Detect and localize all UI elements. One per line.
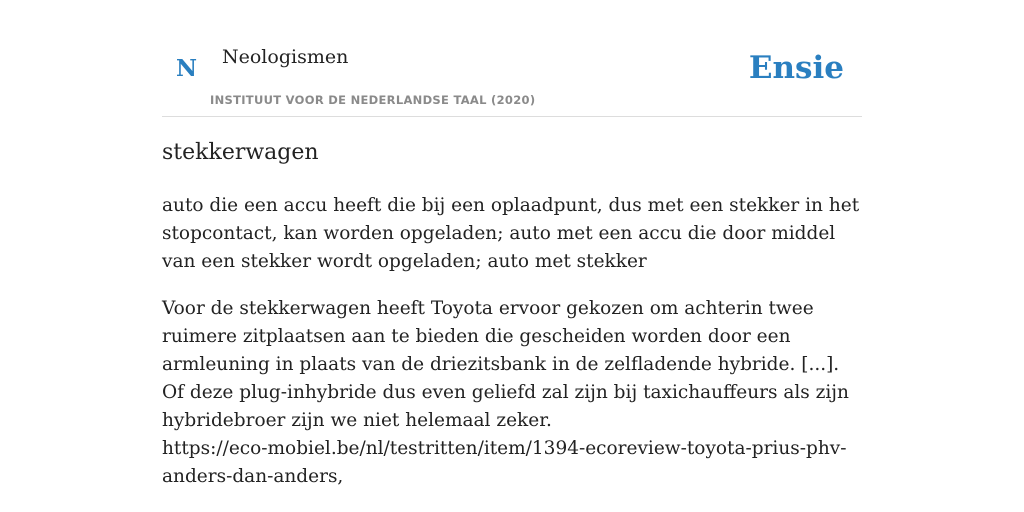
source-link[interactable]: https://eco-mobiel.be/nl/testritten/item/1394-ecoreview-toyota-prius-phv-anders-dan-anders,	[162, 438, 847, 487]
publisher-label: INSTITUUT VOOR DE NEDERLANDSE TAAL (2020)	[210, 93, 536, 107]
ensie-logo[interactable]: Ensie	[748, 50, 844, 86]
example-block	[162, 295, 862, 491]
entry-card	[162, 0, 862, 512]
definition-text: auto die een accu heeft die bij een oplaadpunt, dus met een stekker in het stopcontact, kan worden opgeladen; auto met een accu die door middel van een stekker wordt opgeladen; auto met stekker	[162, 195, 860, 272]
headword-title: stekkerwagen	[162, 140, 319, 165]
dictionary-logo-icon: N	[176, 55, 198, 82]
example-quote: Voor de stekkerwagen heeft Toyota ervoor gekozen om achterin twee ruimere zitplaatsen aan te bieden die gescheiden worden door een armleuning in plaats van de driezitsbank in de zelfladende hybride. [...]. Of deze plug-inhybride dus even geliefd zal zijn bij taxichauffeurs als zijn hybridebroer zijn we niet helemaal zeker.	[162, 298, 849, 431]
dictionary-header	[162, 0, 862, 117]
dictionary-name[interactable]: Neologismen	[222, 46, 349, 68]
